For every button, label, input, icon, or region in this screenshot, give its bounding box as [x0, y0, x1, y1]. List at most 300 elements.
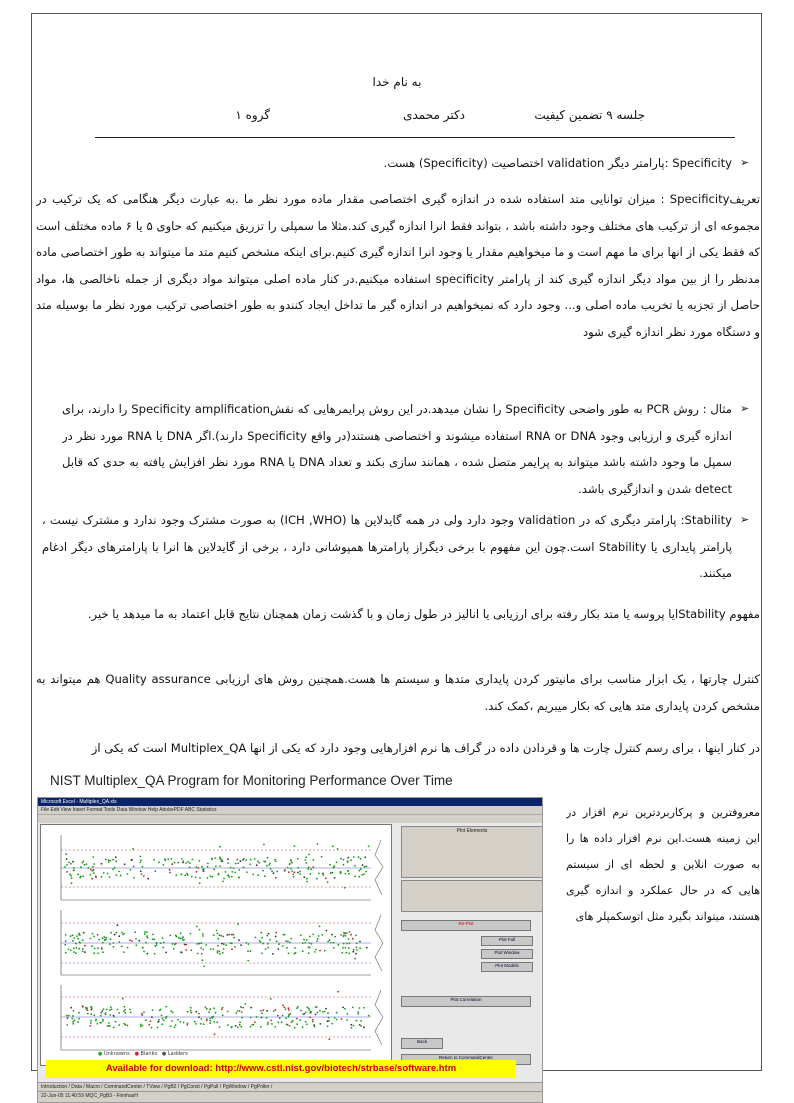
data-point: [213, 948, 215, 950]
data-point: [266, 865, 268, 867]
data-point: [105, 937, 107, 939]
data-point: [77, 1021, 79, 1023]
data-point: [192, 859, 194, 861]
data-point: [283, 1007, 285, 1009]
data-point: [347, 857, 349, 859]
data-point: [119, 941, 121, 943]
bullet-arrow-icon: ➢: [740, 513, 750, 526]
data-point: [299, 873, 301, 875]
data-point: [221, 943, 223, 945]
data-point: [118, 1012, 120, 1014]
data-point: [267, 857, 269, 859]
data-point: [70, 863, 72, 865]
data-point: [319, 950, 321, 952]
data-point: [146, 931, 148, 933]
data-point: [222, 952, 224, 954]
data-point: [215, 1012, 217, 1014]
data-point: [363, 1026, 365, 1028]
figure-title: NIST Multiplex_QA Program for Monitoring Performance Over Time: [50, 773, 453, 788]
data-point: [364, 866, 366, 868]
data-point: [211, 876, 213, 878]
data-point: [185, 944, 187, 946]
data-point: [337, 991, 339, 993]
data-point: [272, 953, 274, 955]
data-point: [66, 1024, 68, 1026]
data-point: [325, 1008, 327, 1010]
data-point: [311, 943, 313, 945]
data-point: [343, 859, 345, 861]
data-point: [196, 926, 198, 928]
bullet-arrow-icon: ➢: [740, 402, 750, 415]
data-point: [357, 1013, 359, 1015]
data-point: [359, 947, 361, 949]
bismillah-heading: به نام خدا: [372, 75, 422, 89]
data-point: [153, 939, 155, 941]
data-point: [116, 874, 118, 876]
plot-full-button[interactable]: Plot Full: [481, 936, 533, 946]
data-point: [69, 873, 71, 875]
data-point: [184, 944, 186, 946]
data-point: [286, 1024, 288, 1026]
data-point: [190, 1010, 192, 1012]
data-point: [242, 1007, 244, 1009]
plot-correlation-button[interactable]: Plot Correlation: [401, 996, 531, 1007]
bullet-arrow-icon: ➢: [740, 156, 750, 169]
data-point: [78, 948, 80, 950]
data-point: [222, 936, 224, 938]
data-point: [331, 1023, 333, 1025]
data-point: [68, 862, 70, 864]
data-point: [288, 1016, 290, 1018]
data-point: [135, 938, 137, 940]
data-point: [143, 951, 145, 953]
data-point: [264, 875, 266, 877]
data-point: [294, 947, 296, 949]
data-point: [127, 947, 129, 949]
data-point: [135, 945, 137, 947]
data-point: [310, 1012, 312, 1014]
data-point: [297, 872, 299, 874]
data-point: [318, 935, 320, 937]
data-point: [274, 859, 276, 861]
data-point: [217, 952, 219, 954]
data-point: [127, 1025, 129, 1027]
data-point: [348, 938, 350, 940]
data-point: [353, 856, 355, 858]
data-point: [140, 1024, 142, 1026]
data-point: [334, 877, 336, 879]
data-point: [206, 1018, 208, 1020]
data-point: [142, 947, 144, 949]
data-point: [94, 948, 96, 950]
data-point: [90, 1022, 92, 1024]
data-point: [333, 947, 335, 949]
return-commandcenter-button[interactable]: Return to CommandCenter: [401, 1054, 531, 1065]
data-point: [187, 1023, 189, 1025]
pcr-example: مثال : روش PCR به طور واضحی Specificity را نشان میدهد.در این روش پرایمرهایی که نقشSpecificity amplification را دارند، برای اندازه گیری و ارزیابی وجود RNA or DNA استفاده میشوند و اختصاصی هستند(در واقع Specificity دارند).اگر DNA یا RNA مورد نظر در سمپل ما وجود داشته باشد میتواند به پرایمر متصل شده ، همانند سازی بکند و تعداد DNA یا RNA مورد نظر افزایش یافته به حدی که قابل detect شدن و اندازگیری باشد.: [62, 402, 732, 496]
data-point: [302, 950, 304, 952]
data-point: [322, 1011, 324, 1013]
data-point: [66, 864, 68, 866]
data-point: [250, 1026, 252, 1028]
data-point: [231, 1026, 233, 1028]
data-point: [255, 937, 257, 939]
data-point: [365, 871, 367, 873]
data-point: [348, 873, 350, 875]
data-point: [308, 942, 310, 944]
data-point: [300, 934, 302, 936]
data-point: [122, 998, 124, 1000]
data-point: [175, 1024, 177, 1026]
data-point: [282, 1015, 284, 1017]
data-point: [124, 1012, 126, 1014]
data-point: [211, 858, 213, 860]
data-point: [93, 863, 95, 865]
data-point: [245, 942, 247, 944]
data-point: [165, 1006, 167, 1008]
data-point: [308, 946, 310, 948]
data-point: [195, 1023, 197, 1025]
data-point: [73, 870, 75, 872]
data-point: [350, 934, 352, 936]
data-point: [235, 1012, 237, 1014]
data-point: [302, 1026, 304, 1028]
data-point: [289, 942, 291, 944]
data-point: [89, 1025, 91, 1027]
data-point: [322, 873, 324, 875]
data-point: [197, 867, 199, 869]
replot-button[interactable]: Re-Plot: [401, 920, 531, 931]
data-point: [147, 878, 149, 880]
data-point: [196, 871, 198, 873]
data-point: [189, 862, 191, 864]
data-point: [78, 1012, 80, 1014]
data-point: [132, 848, 134, 850]
data-point: [294, 871, 296, 873]
data-point: [70, 950, 72, 952]
data-point: [281, 1021, 283, 1023]
data-point: [101, 876, 103, 878]
data-point: [90, 1009, 92, 1011]
data-point: [332, 867, 334, 869]
data-point: [227, 862, 229, 864]
data-point: [357, 1011, 359, 1013]
data-point: [338, 944, 340, 946]
control-charts-paragraph: کنترل چارتها ، یک ابزار مناسب برای مانیتور کردن پایداری متدها و سیستم ها هست.همچنین روش های ارزیابی Quality assurance هم میتواند به مشخص کردن پایداری متد هایی که بکار میبریم ،کمک کند.: [36, 672, 760, 713]
data-point: [79, 942, 81, 944]
data-point: [114, 867, 116, 869]
data-point: [82, 1005, 84, 1007]
data-point: [150, 1020, 152, 1022]
data-point: [356, 1020, 358, 1022]
data-point: [354, 865, 356, 867]
data-point: [71, 877, 73, 879]
data-point: [98, 939, 100, 941]
data-point: [364, 856, 366, 858]
data-point: [140, 859, 142, 861]
data-point: [359, 941, 361, 943]
data-point: [210, 948, 212, 950]
data-point: [72, 1015, 74, 1017]
data-point: [332, 872, 334, 874]
data-point: [289, 1025, 291, 1027]
data-point: [66, 871, 68, 873]
download-banner: Available for download: http://www.cstl.nist.gov/biotech/strbase/software.htm: [46, 1060, 516, 1078]
data-point: [275, 932, 277, 934]
data-point: [103, 1008, 105, 1010]
data-point: [346, 932, 348, 934]
data-point: [231, 934, 233, 936]
session-label: جلسه ۹ تضمین کیفیت: [534, 108, 645, 122]
data-point: [350, 859, 352, 861]
data-point: [270, 1020, 272, 1022]
data-point: [319, 1010, 321, 1012]
data-point: [206, 1008, 208, 1010]
data-point: [277, 948, 279, 950]
data-point: [75, 952, 77, 954]
data-point: [207, 863, 209, 865]
data-point: [276, 871, 278, 873]
data-point: [110, 1006, 112, 1008]
data-point: [257, 874, 259, 876]
data-point: [72, 940, 74, 942]
data-point: [296, 1023, 298, 1025]
data-point: [237, 1010, 239, 1012]
data-point: [240, 860, 242, 862]
data-point: [140, 870, 142, 872]
data-point: [185, 862, 187, 864]
data-point: [84, 864, 86, 866]
data-point: [143, 1011, 145, 1013]
data-point: [226, 934, 228, 936]
data-point: [152, 1009, 154, 1011]
data-point: [247, 950, 249, 952]
data-point: [162, 937, 164, 939]
data-point: [187, 874, 189, 876]
data-point: [270, 868, 272, 870]
data-point: [293, 876, 295, 878]
data-point: [65, 952, 67, 954]
data-point: [90, 874, 92, 876]
data-point: [213, 868, 215, 870]
data-point: [341, 952, 343, 954]
data-point: [174, 944, 176, 946]
data-point: [143, 875, 145, 877]
data-point: [254, 1021, 256, 1023]
data-point: [109, 860, 111, 862]
data-point: [237, 859, 239, 861]
data-point: [165, 952, 167, 954]
data-point: [80, 876, 82, 878]
data-point: [159, 1010, 161, 1012]
data-point: [199, 929, 201, 931]
data-point: [360, 1020, 362, 1022]
data-point: [233, 937, 235, 939]
data-point: [366, 866, 368, 868]
data-point: [81, 862, 83, 864]
data-point: [105, 859, 107, 861]
data-point: [237, 1027, 239, 1029]
data-point: [279, 1017, 281, 1019]
sheet-tab-labels[interactable]: Introduction / Data / Macro / CommandCenter / TView / PgB2 / PgConst / PgPull / PgWindow / PgPoller /: [41, 1084, 273, 1090]
data-point: [330, 942, 332, 944]
data-point: [334, 1017, 336, 1019]
data-point: [133, 877, 135, 879]
data-point: [296, 1018, 298, 1020]
data-point: [202, 933, 204, 935]
data-point: [239, 1024, 241, 1026]
data-point: [102, 1019, 104, 1021]
data-point: [114, 934, 116, 936]
data-point: [113, 946, 115, 948]
data-point: [163, 942, 165, 944]
data-point: [240, 1026, 242, 1028]
data-point: [275, 936, 277, 938]
data-point: [127, 873, 129, 875]
data-point: [261, 952, 263, 954]
data-point: [152, 938, 154, 940]
data-point: [123, 951, 125, 953]
qa-plot-area: [40, 824, 392, 1066]
data-point: [147, 953, 149, 955]
data-point: [183, 939, 185, 941]
data-point: [309, 873, 311, 875]
data-point: [347, 1013, 349, 1015]
data-point: [288, 953, 290, 955]
data-point: [356, 947, 358, 949]
data-point: [347, 860, 349, 862]
data-point: [152, 934, 154, 936]
date-range-box: [401, 880, 543, 912]
data-point: [282, 1005, 284, 1007]
data-point: [92, 856, 94, 858]
data-point: [141, 1025, 143, 1027]
data-point: [308, 952, 310, 954]
data-point: [355, 935, 357, 937]
data-point: [124, 863, 126, 865]
data-point: [256, 864, 258, 866]
window-titlebar: [38, 798, 542, 806]
data-point: [327, 1025, 329, 1027]
data-point: [239, 1022, 241, 1024]
data-point: [107, 873, 109, 875]
data-point: [254, 858, 256, 860]
data-points: [64, 843, 370, 1040]
data-point: [156, 942, 158, 944]
data-point: [321, 934, 323, 936]
data-point: [198, 1016, 200, 1018]
data-point: [93, 936, 95, 938]
data-point: [345, 947, 347, 949]
data-point: [288, 1007, 290, 1009]
data-point: [333, 865, 335, 867]
back-button[interactable]: Back: [401, 1038, 443, 1049]
data-point: [368, 1015, 370, 1017]
data-point: [97, 947, 99, 949]
data-point: [111, 1008, 113, 1010]
data-point: [172, 1011, 174, 1013]
data-point: [82, 948, 84, 950]
data-point: [97, 952, 99, 954]
data-point: [347, 870, 349, 872]
data-point: [173, 948, 175, 950]
data-point: [131, 940, 133, 942]
data-point: [191, 1012, 193, 1014]
data-point: [179, 938, 181, 940]
data-point: [267, 1023, 269, 1025]
data-point: [145, 1019, 147, 1021]
data-point: [185, 949, 187, 951]
data-point: [362, 864, 364, 866]
data-point: [319, 926, 321, 928]
data-point: [230, 942, 232, 944]
data-point: [102, 937, 104, 939]
data-point: [230, 867, 232, 869]
data-point: [269, 939, 271, 941]
data-point: [112, 859, 114, 861]
data-point: [221, 1008, 223, 1010]
data-point: [65, 934, 67, 936]
data-point: [187, 1011, 189, 1013]
data-point: [256, 1016, 258, 1018]
data-point: [103, 936, 105, 938]
data-point: [315, 949, 317, 951]
data-point: [352, 951, 354, 953]
data-point: [172, 943, 174, 945]
data-point: [72, 861, 74, 863]
data-point: [190, 1007, 192, 1009]
data-point: [78, 1018, 80, 1020]
data-point: [303, 876, 305, 878]
data-point: [359, 1024, 361, 1026]
data-point: [205, 1006, 207, 1008]
data-point: [70, 935, 72, 937]
plot-window-button[interactable]: Plot Window: [481, 949, 533, 959]
data-point: [262, 943, 264, 945]
data-point: [207, 877, 209, 879]
data-point: [194, 1021, 196, 1023]
data-point: [184, 874, 186, 876]
data-point: [199, 860, 201, 862]
session-header: [95, 108, 735, 128]
data-point: [312, 1019, 314, 1021]
data-point: [82, 951, 84, 953]
data-point: [222, 881, 224, 883]
data-point: [315, 1014, 317, 1016]
legend-ladders: Ladders: [167, 1051, 188, 1057]
data-point: [80, 866, 82, 868]
data-point: [324, 950, 326, 952]
data-point: [291, 862, 293, 864]
data-point: [302, 1013, 304, 1015]
data-point: [337, 848, 339, 850]
data-point: [349, 942, 351, 944]
data-point: [328, 1038, 330, 1040]
data-point: [65, 853, 67, 855]
data-point: [353, 1025, 355, 1027]
data-point: [287, 941, 289, 943]
data-point: [169, 869, 171, 871]
plot-models-button[interactable]: Plot Models: [481, 962, 533, 972]
data-point: [156, 944, 158, 946]
data-point: [277, 1015, 279, 1017]
data-point: [65, 940, 67, 942]
data-point: [360, 868, 362, 870]
data-point: [270, 998, 272, 1000]
data-point: [144, 931, 146, 933]
data-point: [332, 845, 334, 847]
data-point: [267, 943, 269, 945]
